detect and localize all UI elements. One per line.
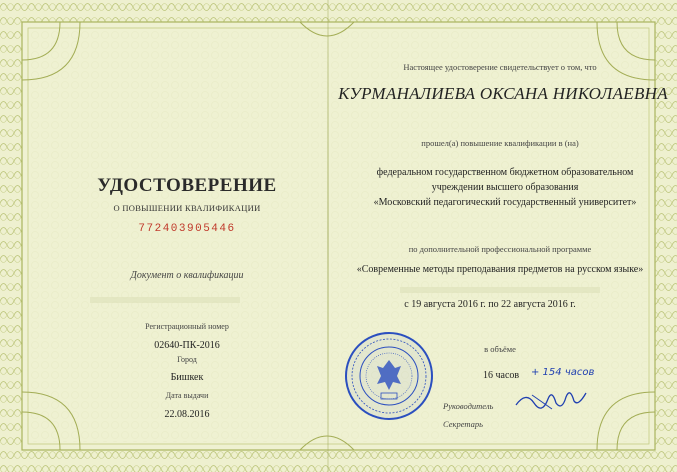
official-seal	[343, 330, 435, 422]
institution-line-1: федеральном государственном бюджетном образовательном	[376, 167, 634, 178]
institution-line-3: «Московский педагогический государственный университет»	[373, 197, 637, 208]
passed-text: прошел(а) повышение квалификации в (на)	[421, 138, 579, 148]
certificate-title: УДОСТОВЕРЕНИЕ	[97, 175, 277, 196]
hours-printed: 16 часов	[483, 370, 520, 381]
issue-date-label: Дата выдачи	[165, 391, 209, 400]
certificate-subtitle: О ПОВЫШЕНИИ КВАЛИФИКАЦИИ	[113, 203, 261, 213]
serial-number: 772403905446	[138, 223, 236, 235]
page-fold	[327, 0, 329, 472]
reg-number: 02640-ПК-2016	[154, 340, 220, 351]
city-label: Город	[177, 355, 197, 364]
issue-date: 22.08.2016	[164, 409, 210, 420]
program-name: «Современные методы преподавания предметов на русском языке»	[356, 264, 644, 275]
program-label: по дополнительной профессиональной программе	[408, 244, 592, 254]
city: Бишкек	[170, 372, 204, 383]
head-label: Руководитель	[443, 401, 494, 411]
institution-line-2: учреждении высшего образования	[431, 182, 579, 193]
document-type: Документ о квалификации	[130, 270, 244, 281]
secretary-label: Секретарь	[443, 419, 483, 429]
study-period: с 19 августа 2016 г. по 22 августа 2016 г.	[404, 299, 576, 310]
reg-number-label: Регистрационный номер	[145, 322, 229, 331]
holder-name: КУРМАНАЛИЕВА ОКСАНА НИКОЛАЕВНА	[338, 84, 668, 103]
intro-text: Настоящее удостоверение свидетельствует о том, что	[403, 62, 597, 72]
volume-label: в объёме	[484, 344, 516, 354]
head-signature	[512, 383, 592, 415]
hours-handwritten: + 154 часов	[531, 367, 595, 378]
